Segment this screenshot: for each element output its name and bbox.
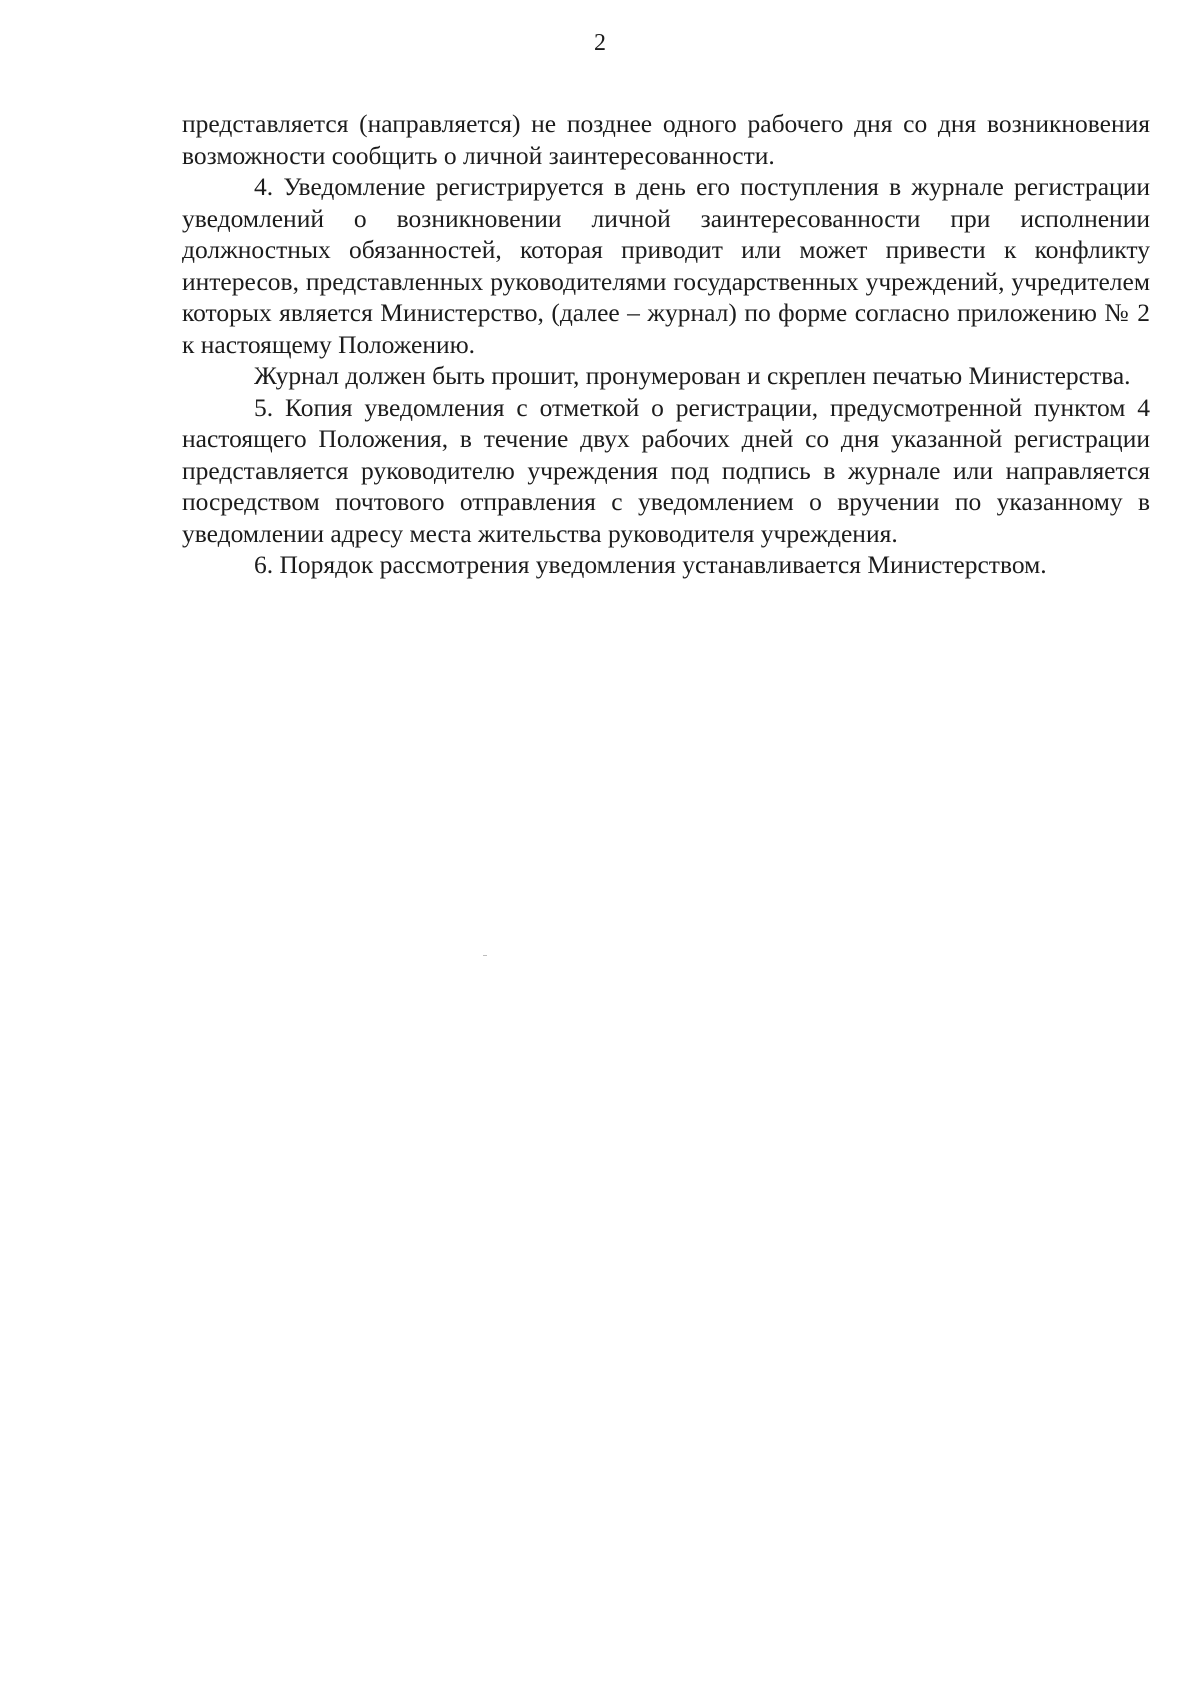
paragraph-continuation: представляется (направляется) не позднее одного рабочего дня со дня возникновения возможности сообщить о личной заинтересованности. — [182, 109, 1150, 170]
paragraph-item-5: 5. Копия уведомления с отметкой о регистрации, предусмотренной пунктом 4 настоящего Положения, в течение двух рабочих дней со дня указанной регистрации представляется руководителю учреждения под подпись в журнале или направляется посредством почтового отправления с уведомлением о вручении по указанному в уведомлении адресу места жительства руководителя учреждения. — [182, 392, 1150, 548]
paragraph-item-4: 4. Уведомление регистрируется в день его поступления в журнале регистрации уведомлений о возникновении личной заинтересованности при исполнении должностных обязанностей, которая приводит или может привести к конфликту интересов, представленных руководителями государственных учреждений, учредителем которых является Министерство, (далее – журнал) по форме согласно приложению № 2 к настоящему Положению. — [182, 172, 1150, 359]
scan-artifact — [483, 955, 487, 956]
page-number: 2 — [594, 30, 606, 56]
paragraph-journal: Журнал должен быть прошит, пронумерован и скреплен печатью Министерства. — [254, 361, 1131, 390]
document-body — [182, 108, 1150, 581]
paragraph-item-6: 6. Порядок рассмотрения уведомления устанавливается Министерством. — [254, 550, 1047, 579]
